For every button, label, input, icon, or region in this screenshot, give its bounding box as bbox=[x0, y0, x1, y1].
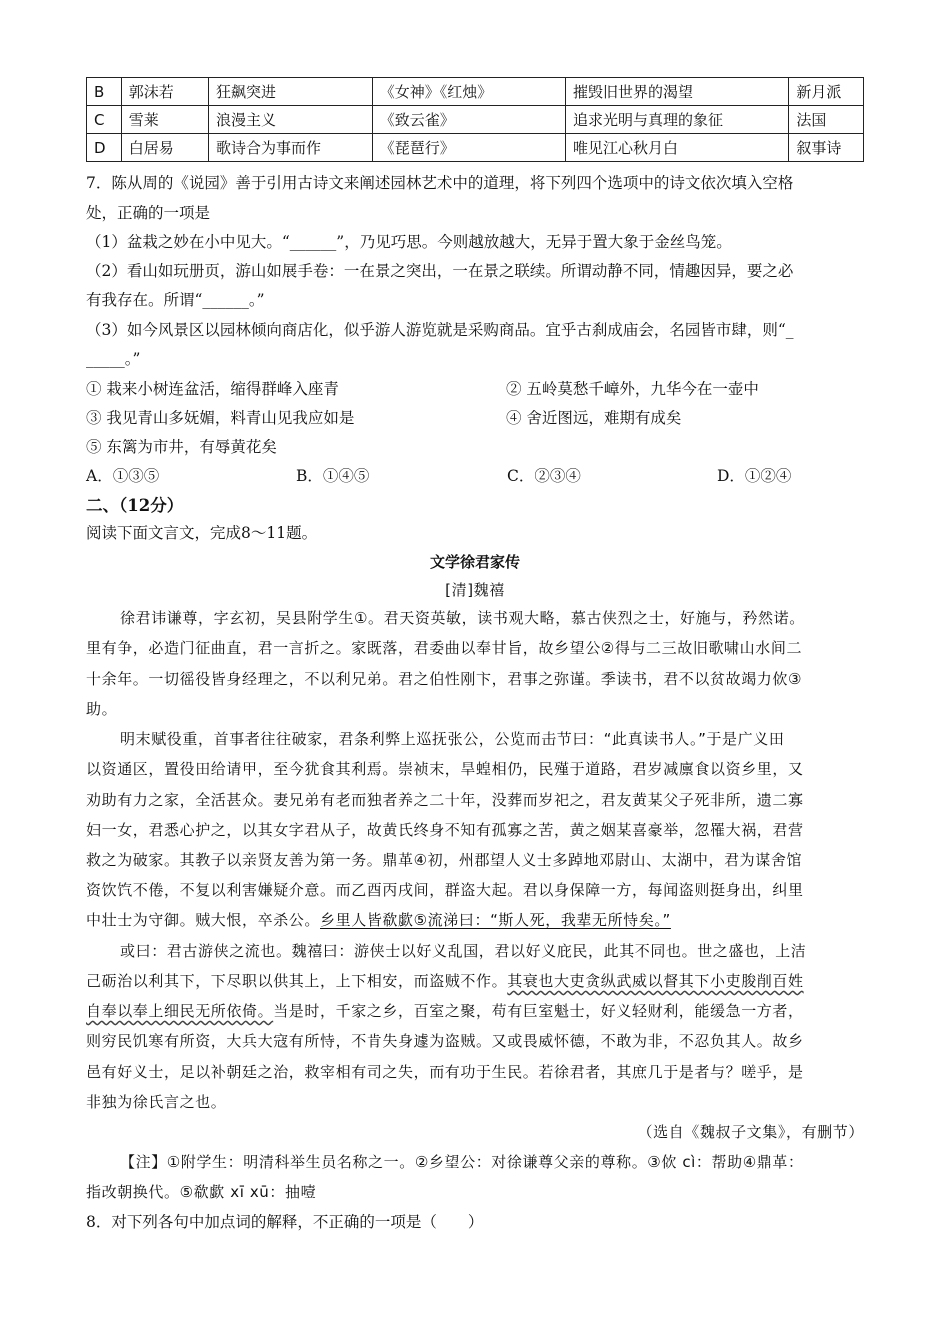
wavy-underlined-sentence: 其衰也大吏贪纵武威以督其下小吏朘削百姓 bbox=[507, 972, 804, 990]
passage-line: 非独为徐氏言之也。 bbox=[86, 1093, 227, 1111]
passage-line: 妇一女，君悉心护之，以其女字君从子，故黄氏终身不知有孤寡之苦，黄之姻某喜豪举，忽罹大祸，君营 bbox=[86, 821, 804, 839]
table-row bbox=[87, 106, 864, 134]
q7-stem-cont: 处，正确的一项是 bbox=[86, 204, 211, 222]
passage-source: （选自《魏叔子文集》，有删节） bbox=[637, 1123, 864, 1141]
section-instruction: 阅读下面文言文，完成8～11题。 bbox=[86, 524, 318, 542]
table-cell: 郭沫若 bbox=[121, 78, 208, 106]
passage-line: 徐君讳谦尊，字玄初，吴县附学生①。君天资英敏，读书观大略，慕古侠烈之士，好施与，矜然诺。 bbox=[120, 609, 805, 627]
q7-item-1: ① 栽来小树连盆活，缩得群峰入座青 bbox=[86, 380, 339, 398]
q7-item-4: ④ 舍近图远，难期有成矣 bbox=[506, 409, 682, 427]
table-cell: C bbox=[87, 106, 122, 134]
table-cell: 歌诗合为事而作 bbox=[209, 134, 373, 162]
q7-choice-c[interactable]: C．②③④ bbox=[507, 467, 581, 485]
passage-line: 邑有好义士，足以补朝廷之治，救宰相有司之失，而有功于生民。若徐君者，其庶几于是者与？嗟乎，是 bbox=[86, 1063, 804, 1081]
section-heading: 二、（12分） bbox=[86, 496, 184, 515]
q7-item-3: ③ 我见青山多妩媚，料青山见我应如是 bbox=[86, 409, 355, 427]
table-cell: D bbox=[87, 134, 122, 162]
passage-line: 以资通区，置役田给请甲，至今犹食其利焉。崇祯末，旱蝗相仍，民殣于道路，君岁减廪食以资乡里，又 bbox=[86, 760, 804, 778]
q7-item-5: ⑤ 东篱为市井，有辱黄花矣 bbox=[86, 438, 277, 456]
passage-line: 救之为破家。其教子以亲贤友善为第一务。鼎革④初，州郡望人义士多踔地邓尉山、太湖中，君为谋舍馆 bbox=[86, 851, 803, 869]
q7-stem: 7．陈从周的《说园》善于引用古诗文来阐述园林艺术中的道理，将下列四个选项中的诗文依次填入空格 bbox=[86, 174, 794, 192]
table-cell: 唯见江心秋月白 bbox=[565, 134, 788, 162]
q7-passage-2-cont: 有我存在。所谓“______。” bbox=[86, 291, 265, 309]
table-cell: 《琵琶行》 bbox=[372, 134, 565, 162]
table-cell: B bbox=[87, 78, 122, 106]
table-cell: 《致云雀》 bbox=[372, 106, 565, 134]
q7-passage-3-cont: _____。” bbox=[86, 350, 141, 368]
passage-line: 资饮饩不倦，不复以利害嫌疑介意。而乙酉丙戌间，群盗大起。君以身保障一方，每闻盗则挺身出，纠里 bbox=[86, 881, 804, 899]
q7-choice-a[interactable]: A．①③⑤ bbox=[86, 467, 160, 485]
passage-text: 己砺治以利其下，下尽职以供其上，上下相安，而盗贼不作。 bbox=[86, 972, 508, 990]
passage-line bbox=[86, 909, 864, 930]
passage-line: 或曰：君古游侠之流也。魏禧曰：游侠士以好义乱国，君以好义庇民，此其不同也。世之盛也，上洁 bbox=[120, 942, 807, 960]
passage-line: 则穷民饥寒有所资，大兵大寇有所恃，不肯失身遽为盗贼。又或畏威怀德，不敢为非，不忍负其人。故乡 bbox=[86, 1032, 804, 1050]
table-cell: 雪莱 bbox=[121, 106, 208, 134]
answer-options-table bbox=[86, 77, 864, 162]
table-cell: 新月派 bbox=[789, 78, 864, 106]
passage-line: 助。 bbox=[86, 700, 118, 718]
table-row bbox=[87, 134, 864, 162]
passage-author: [清]魏禧 bbox=[445, 581, 505, 599]
passage-line: 十余年。一切徭役皆身经理之，不以利兄弟。君之伯性刚卞，君事之弥谨。季读书，君不以贫故竭力佽③ bbox=[86, 670, 803, 688]
q7-passage-3: （3）如今风景区以园林倾向商店化，似乎游人游览就是采购商品。宜乎古刹成庙会，名园皆市肆，则“_ bbox=[86, 321, 794, 339]
table-row bbox=[87, 78, 864, 106]
passage-text: 中壮士为守御。贼大恨，卒杀公。 bbox=[86, 911, 321, 929]
wavy-underlined-sentence-cont: 自奉以奉上细民无所依倚。 bbox=[86, 1002, 274, 1020]
underlined-sentence: 乡里人皆欷歔⑤流涕曰：“斯人死，我辈无所恃矣。” bbox=[320, 911, 671, 929]
q7-choice-d[interactable]: D．①②④ bbox=[717, 467, 792, 485]
table-cell: 白居易 bbox=[121, 134, 208, 162]
passage-line bbox=[86, 1000, 864, 1021]
passage-line bbox=[86, 970, 864, 991]
passage-line: 劝助有力之家，全活甚众。妻兄弟有老而独者养之二十年，没葬而岁祀之，君友黄某父子死非所，遗二寡 bbox=[86, 791, 804, 809]
q7-item-2: ② 五岭莫愁千嶂外，九华今在一壶中 bbox=[506, 380, 759, 398]
q7-choice-b[interactable]: B．①④⑤ bbox=[296, 467, 370, 485]
table-cell: 《女神》《红烛》 bbox=[372, 78, 565, 106]
table-cell: 狂飙突进 bbox=[209, 78, 373, 106]
passage-title: 文学徐君家传 bbox=[429, 553, 520, 571]
q7-passage-1: （1）盆栽之妙在小中见大。“______”，乃见巧思。今则越放越大，无异于置大象于金丝鸟笼。 bbox=[86, 233, 732, 251]
table-cell: 叙事诗 bbox=[789, 134, 864, 162]
passage-notes-cont: 指改朝换代。⑤欷歔 xī xū：抽噎 bbox=[86, 1183, 317, 1201]
table-cell: 追求光明与真理的象征 bbox=[565, 106, 788, 134]
passage-line: 里有争，必造门征曲直，君一言折之。家既落，君委曲以奉甘旨，故乡望公②得与二三故旧歌啸山水间二 bbox=[86, 639, 803, 657]
table-cell: 法国 bbox=[789, 106, 864, 134]
passage-notes: 【注】①附学生：明清科举生员名称之一。②乡望公：对徐谦尊父亲的尊称。③佽 cì：帮助④鼎革： bbox=[120, 1153, 804, 1171]
q7-passage-2: （2）看山如玩册页，游山如展手卷：一在景之突出，一在景之联续。所谓动静不同，情趣因异，要之必 bbox=[86, 262, 794, 280]
table-cell: 摧毁旧世界的渴望 bbox=[565, 78, 788, 106]
q8-stem: 8．对下列各句中加点词的解释，不正确的一项是（ ） bbox=[86, 1213, 484, 1231]
passage-text: 当是时，千家之乡，百室之聚，苟有巨室魁士，好义轻财利，能缓急一方者， bbox=[273, 1002, 804, 1020]
table-cell: 浪漫主义 bbox=[209, 106, 373, 134]
passage-line: 明末赋役重，首事者往往破家，君条利弊上巡抚张公，公览而击节曰：“此真读书人。”于是广义田 bbox=[120, 730, 785, 748]
